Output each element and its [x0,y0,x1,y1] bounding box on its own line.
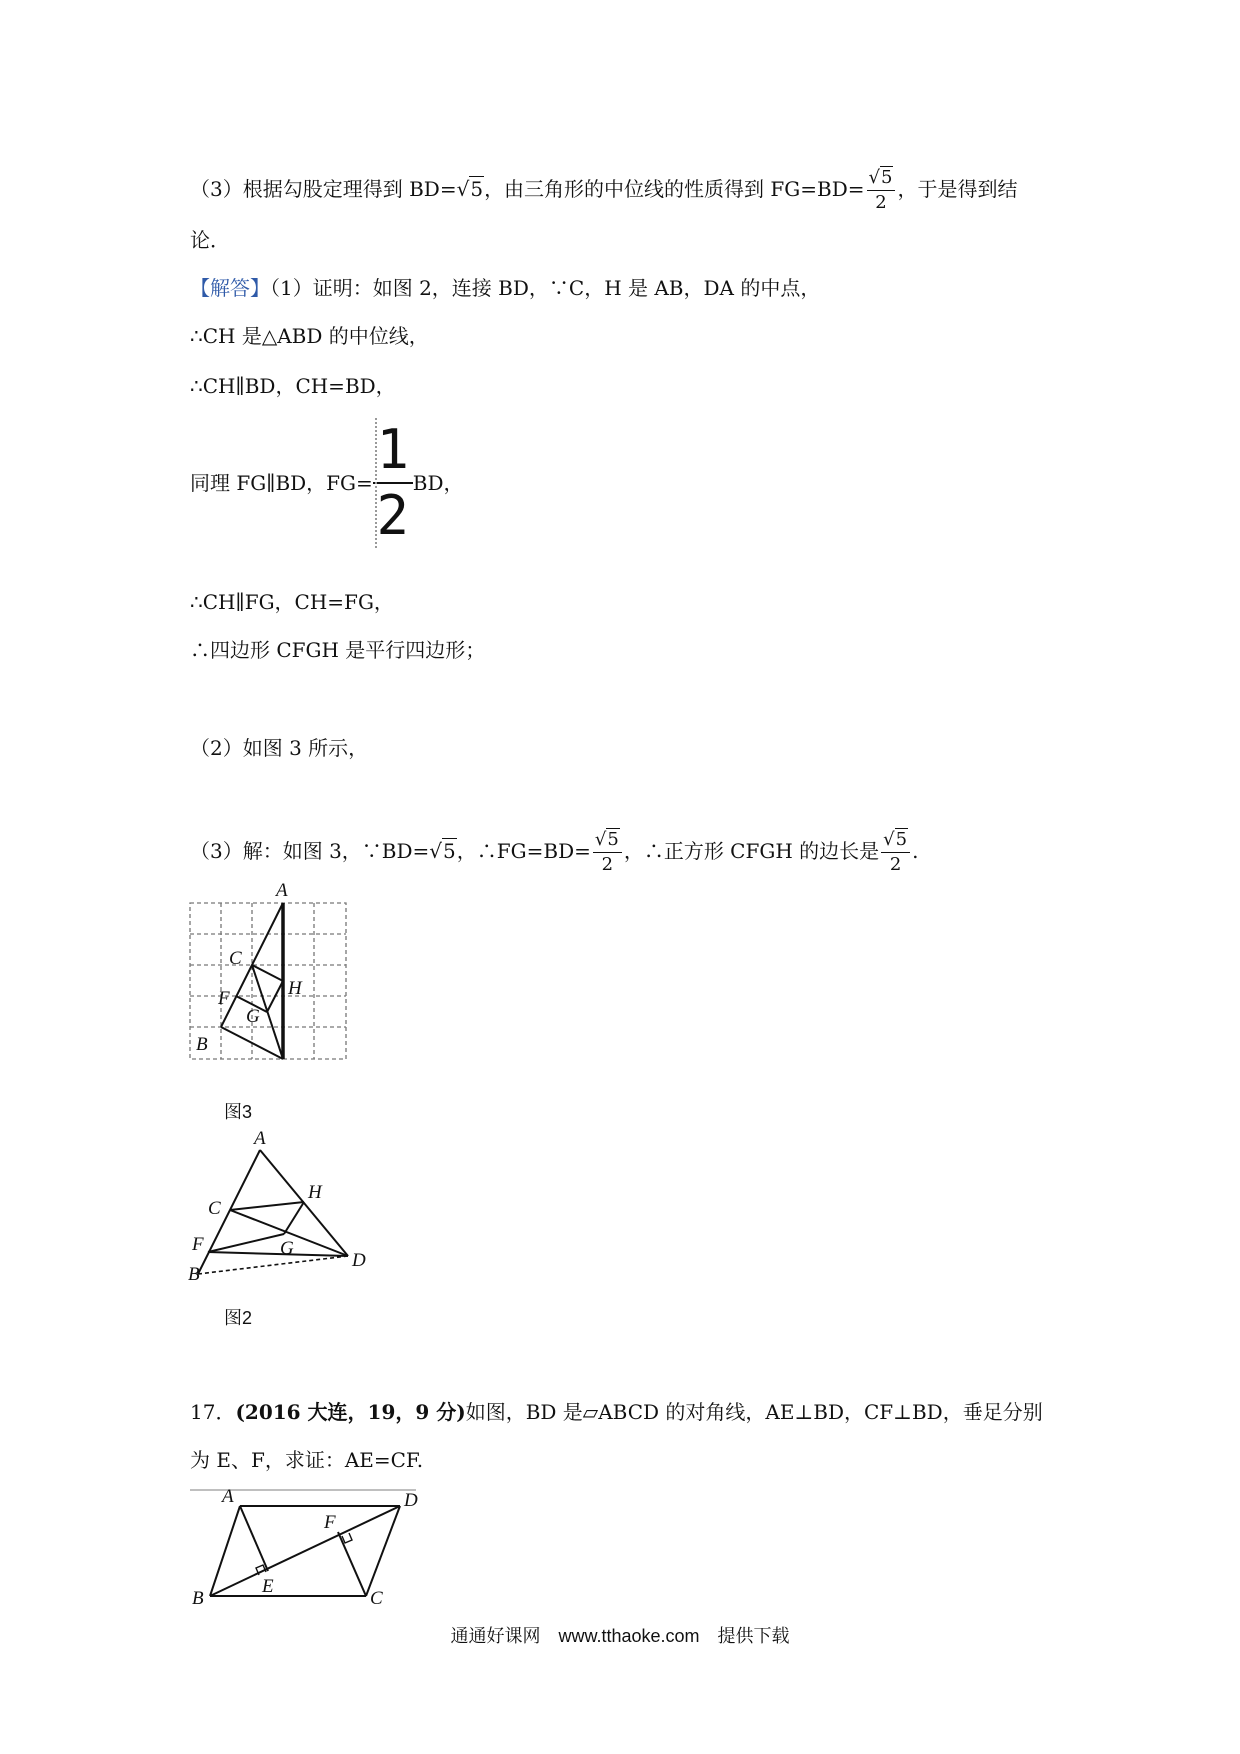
solution-line-3: ∴CH∥BD，CH=BD， [190,374,396,398]
large-fraction: $\frac{1}{2}$ [373,418,413,548]
label-C: C [370,1588,383,1606]
figure-3-diagram [188,878,358,1070]
label-F: F [324,1512,336,1533]
label-A: A [276,880,288,901]
label-A: A [254,1130,266,1149]
solution-line-2: ∴CH 是△ABD 的中位线， [190,324,429,348]
label-H: H [308,1182,322,1203]
analysis-text: ，由三角形的中位线的性质得到 FG=BD= [484,177,865,201]
label-E: E [262,1576,274,1597]
solution-part-2: （2）如图 3 所示， [190,736,369,760]
figure-2-diagram [188,1130,388,1284]
page-footer: 通通好课网 www.tthaoke.com 提供下载 [450,1626,790,1646]
solution-line-6: ∴四边形 CFGH 是平行四边形； [190,638,486,662]
solution-part-3: （3）解：如图 3，∵BD=√5，∴FG=BD= $\frac{√5}{2}$ ，∴正方形 CFGH 的边长是 $\frac{√5}{2}$ . [190,829,919,875]
grid [190,903,346,1059]
solution-line-5: ∴CH∥FG，CH=FG， [190,590,394,614]
solution-line-4: 同理 FG∥BD，FG= $\frac{1}{2}$ BD， [190,418,464,547]
label-B: B [192,1588,204,1606]
label-D: D [404,1490,418,1511]
analysis-continuation: 论． [190,228,230,252]
figure-3-caption: 图3 [224,1102,253,1122]
label-F: F [218,988,230,1009]
label-H: H [288,978,302,999]
dashed-BD [198,1256,348,1274]
fraction: $\frac{√5}{2}$ [867,166,896,215]
label-A: A [222,1486,234,1507]
label-G: G [246,1006,260,1027]
analysis-line [190,166,1017,215]
label-B: B [196,1034,208,1055]
right-angle-marks [256,1533,352,1575]
label-C: C [208,1198,221,1219]
sqrt-expression: √5 [456,177,484,201]
fraction: $\frac{√5}{2}$ [593,828,622,877]
label-G: G [280,1238,294,1259]
figure-17-lines [210,1506,400,1596]
label-C: C [229,948,242,969]
label-D: D [352,1250,366,1271]
problem-number: 17． [190,1400,236,1424]
label-F: F [192,1234,204,1255]
problem-17-line-2: 为 E、F，求证：AE=CF. [190,1448,424,1472]
problem-source: (2016 大连，19，9 分) [235,1400,466,1424]
label-B: B [188,1264,200,1284]
analysis-text: ，于是得到结 [897,177,1018,201]
analysis-text: （3）根据勾股定理得到 BD= [190,177,457,201]
solution-tag: 【解答】 [190,276,270,300]
solution-line-1: 【解答】（1）证明：如图 2，连接 BD，∵C，H 是 AB，DA 的中点， [190,276,821,300]
figure-17-diagram [188,1486,422,1606]
figure-2-caption: 图2 [224,1308,253,1328]
problem-17-line-1: 17．(2016 大连，19，9 分)如图，BD 是▱ABCD 的对角线，AE⊥BD，CF⊥BD，垂足分别 [190,1400,1043,1424]
fraction: $\frac{√5}{2}$ [881,828,910,877]
